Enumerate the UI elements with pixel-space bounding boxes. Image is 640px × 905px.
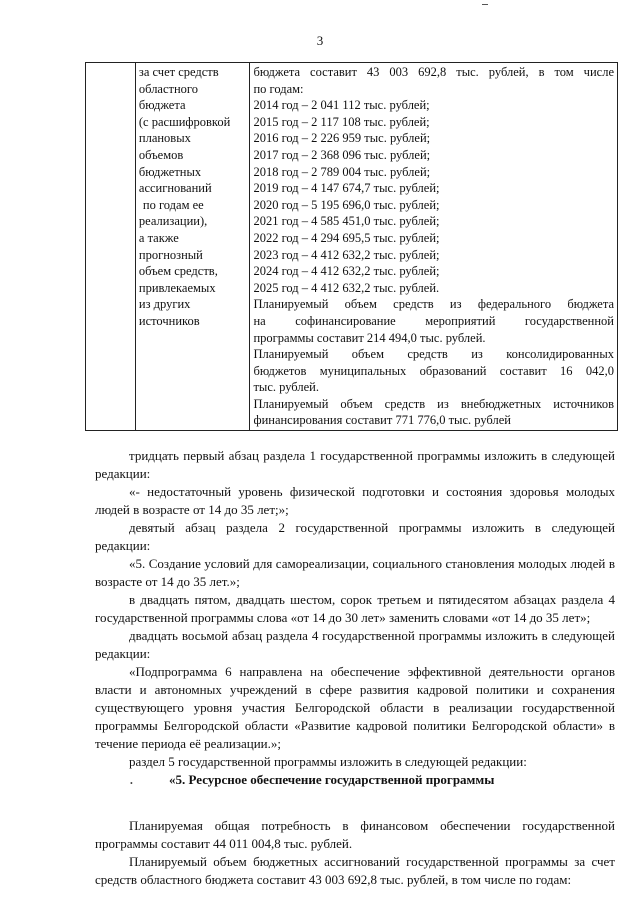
label-line: из других [138, 297, 191, 312]
label-line: бюджета [138, 98, 186, 113]
federal-line: на софинансирование мероприятий государственной [253, 313, 614, 328]
label-line: привлекаемых [138, 280, 216, 295]
label-line: прогнозный [138, 247, 203, 262]
federal-line: Планируемый объем средств из федерального бюджета [253, 297, 614, 312]
quoted-paragraph: «Подпрограмма 6 направлена на обеспечение эффективной деятельности органов власти и автономных учреждений в сфере развития кадровой политики и сохранения существующего уровня участия Белгородской области в реализации государственной программы Белгородской области «Развитие кадровой политики Белгородской области» в течение периода её реализации.»; [95, 664, 615, 751]
year-line: 2024 год – 4 412 632,2 тыс. рублей; [253, 264, 440, 279]
municipal-line: бюджетов муниципальных образований составит 16 042,0 [253, 363, 614, 378]
table-row [86, 63, 618, 431]
spacer [95, 789, 615, 817]
extrabudget-line: Планируемый объем средств из внебюджетных источников [253, 396, 614, 411]
year-line: 2020 год – 5 195 696,0 тыс. рублей; [253, 197, 440, 212]
table-cell-values [250, 63, 618, 431]
scan-dot: • [130, 779, 133, 788]
label-line: объемов [138, 147, 184, 162]
scan-mark [482, 4, 488, 5]
document-body [95, 447, 615, 889]
federal-line: программы составит 214 494,0 тыс. рублей. [253, 330, 486, 345]
paragraph: Планируемый объем бюджетных ассигнований государственной программы за счет средств областного бюджета составит 43 003 692,8 тыс. рублей, в том числе по годам: [95, 854, 615, 887]
year-line: 2016 год – 2 226 959 тыс. рублей; [253, 131, 431, 146]
budget-table [85, 62, 618, 431]
municipal-line: тыс. рублей. [253, 380, 319, 395]
label-line: источников [138, 313, 200, 328]
paragraph: раздел 5 государственной программы изложить в следующей редакции: [129, 754, 527, 769]
intro-line: по годам: [253, 81, 304, 96]
quoted-paragraph: «5. Создание условий для самореализации, социального становления молодых людей в возрасте от 14 до 35 лет.»; [95, 556, 615, 589]
label-line: за счет средств [138, 65, 219, 79]
label-line: по годам ее [142, 197, 204, 212]
year-line: 2014 год – 2 041 112 тыс. рублей; [253, 98, 430, 113]
municipal-line: Планируемый объем средств из консолидированных [253, 347, 614, 362]
paragraph: Планируемая общая потребность в финансовом обеспечении государственной программы составит 44 011 004,8 тыс. рублей. [95, 818, 615, 851]
table-cell-empty [86, 63, 136, 431]
paragraph: тридцать первый абзац раздела 1 государственной программы изложить в следующей редакции: [95, 448, 615, 481]
table-cell-label [135, 63, 250, 431]
label-line: (с расшифровкой [138, 114, 231, 129]
label-line: ассигнований [138, 181, 212, 196]
year-line: 2015 год – 2 117 108 тыс. рублей; [253, 114, 430, 129]
extrabudget-line: финансирования составит 771 776,0 тыс. рублей [253, 413, 511, 428]
label-line: а также [138, 230, 179, 245]
section-heading: «5. Ресурсное обеспечение государственной программы [169, 772, 495, 787]
year-line: 2022 год – 4 294 695,5 тыс. рублей; [253, 230, 440, 245]
quoted-paragraph: «- недостаточный уровень физической подготовки и состояния здоровья молодых людей в возрасте от 14 до 35 лет;»; [95, 484, 615, 517]
year-line: 2018 год – 2 789 004 тыс. рублей; [253, 164, 431, 179]
year-line: 2023 год – 4 412 632,2 тыс. рублей; [253, 247, 440, 262]
intro-line: бюджета составит 43 003 692,8 тыс. рублей, в том числе [253, 65, 614, 79]
label-line: реализации), [138, 214, 208, 229]
label-line: областного [138, 81, 198, 96]
paragraph: в двадцать пятом, двадцать шестом, сорок третьем и пятидесятом абзацах раздела 4 государственной программы слова «от 14 до 30 лет» заменить словами «от 14 до 35 лет»; [95, 592, 615, 625]
paragraph: двадцать восьмой абзац раздела 4 государственной программы изложить в следующей редакции: [95, 628, 615, 661]
year-line: 2021 год – 4 585 451,0 тыс. рублей; [253, 214, 440, 229]
year-line: 2019 год – 4 147 674,7 тыс. рублей; [253, 181, 440, 196]
year-line: 2025 год – 4 412 632,2 тыс. рублей. [253, 280, 440, 295]
page-number: 3 [316, 33, 324, 48]
year-line: 2017 год – 2 368 096 тыс. рублей; [253, 147, 431, 162]
label-line: бюджетных [138, 164, 202, 179]
paragraph: девятый абзац раздела 2 государственной программы изложить в следующей редакции: [95, 520, 615, 553]
label-line: плановых [138, 131, 191, 146]
label-line: объем средств, [138, 264, 218, 279]
